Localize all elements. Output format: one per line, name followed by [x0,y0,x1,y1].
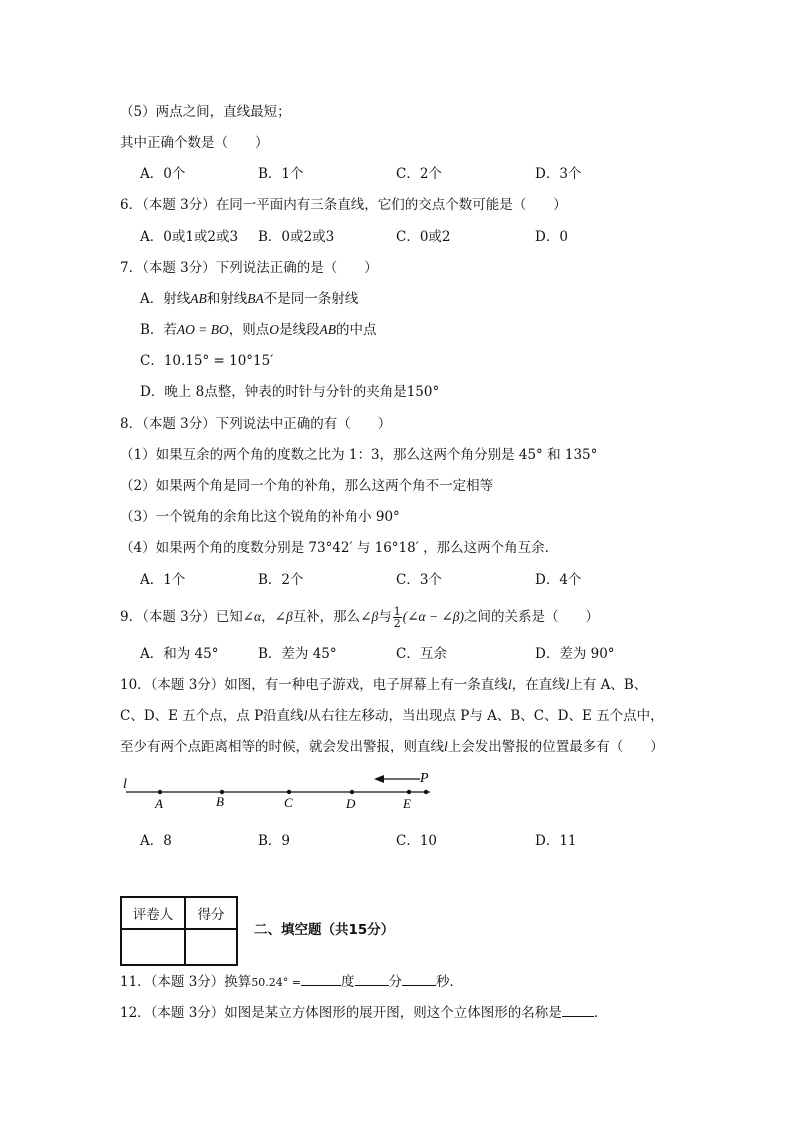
q10-option-c: C．10 [396,833,438,849]
blank-4 [562,1002,594,1017]
q5-option-a: A．0个 [140,166,186,182]
q10-option-b: B．9 [258,833,291,849]
q11-pre: 11．（本题 3分）换算 [120,974,252,990]
q7a-post: 不是同一条射线 [263,291,359,307]
q9-pre: 9．（本题 3分）已知 [120,609,243,625]
q10-l3-post: 上会发出警报的位置最多有（ ） [447,739,664,755]
q11-unit-deg: 度 [341,974,355,990]
q5-option-c: C．2个 [396,166,442,182]
q10-l1-pre: 10．（本题 3分）如图，有一种电子游戏，电子屏幕上有一条直线 [120,677,508,693]
q8-option-a: A．1个 [140,572,186,588]
q10-l2-post: 从右往左移动，当出现点 P与 A、B、C、D、E 五个点中， [307,708,664,724]
q6-option-d: D．0 [535,229,568,245]
point-label-b: B [216,794,224,809]
q10-l3-pre: 至少有两个点距离相等的时候，就会发出警报，则直线 [120,739,444,755]
point-c [287,790,291,794]
q10-l1-l: l [507,677,512,692]
question-10-line-1 [120,676,647,694]
q11-value: 50.24° = [251,976,302,989]
q8-statement-2: （2）如果两个角是同一个角的补角，那么这两个角不一定相等 [120,478,494,494]
q11-unit-min: 分 [388,974,403,990]
q8-statement-3: （3）一个锐角的余角比这个锐角的补角小 90° [120,509,400,525]
q7b-post: 的中点 [336,322,377,338]
question-10-line-3 [120,738,664,756]
point-label-p: P [420,771,429,786]
question-6: 6．（本题 3分）在同一平面内有三条直线，它们的交点个数可能是（ ） [120,197,567,213]
score-table [120,896,238,966]
question-10-line-2 [120,707,664,725]
q6-option-c: C．0或2 [396,229,451,245]
q7b-mid: ，则点 [228,322,270,338]
q9-mid2: 互补，那么 [292,609,361,625]
q7b-pre: B．若 [140,322,177,338]
q8-statement-1: （1）如果互余的两个角的度数之比为 1：3，那么这两个角分别是 45° 和 135° [120,447,598,463]
q7-option-d: D．晚上 8点整，钟表的时针与分针的夹角是150° [140,384,440,400]
point-label-d: D [346,796,356,811]
q10-l1-mid: ，在直线 [511,677,566,693]
q10-figure [118,766,438,812]
score-header: 得分 [185,897,237,929]
q5-option-b: B．1个 [258,166,304,182]
question-9 [120,605,599,629]
q7-option-c: C．10.15° = 10°15′ [140,353,274,369]
q10-l2-l: l [303,708,308,723]
q9-option-d: D．差为 90° [535,646,615,662]
point-label-e: E [403,796,411,811]
q7-option-a [140,290,358,308]
point-d [350,790,354,794]
point-p [424,790,428,794]
q7b-point: O [269,322,280,337]
q12-post: ． [593,1005,608,1021]
arrow-head-icon [374,775,384,783]
blank-3 [402,971,436,986]
q7b-eq: AO = BO [176,322,229,337]
q5-option-d: D．3个 [535,166,582,182]
q10-l2-pre: C、D、E 五个点，点 P沿直线 [120,708,304,724]
question-12 [120,1002,607,1022]
q9-post: 之间的关系是（ ） [464,609,600,625]
q9-frac-num: 1 [393,605,401,618]
q6-option-a: A．0或1或2或3 [140,229,239,245]
point-a [158,790,162,794]
q7-option-b [140,321,377,339]
q9-beta2: ∠β [360,609,379,624]
q10-l1-post: 上有 A、B、 [569,677,648,693]
grader-cell [121,929,185,965]
point-label-a: A [155,796,163,811]
q11-unit-sec: 秒． [436,974,464,990]
q9-mid: ， [261,609,275,625]
q9-beta: ∠β [274,609,293,624]
q7a-mid: 和射线 [206,291,248,307]
q8-statement-4: （4）如果两个角的度数分别是 73°42′ 与 16°18′ ，那么这两个角互余． [120,540,559,556]
question-7: 7．（本题 3分）下列说法正确的是（ ） [120,260,378,276]
q10-option-a: A．8 [140,833,172,849]
point-label-c: C [284,795,293,810]
statement-5: （5）两点之间，直线最短； [120,104,291,120]
q9-alpha: ∠α [242,609,262,624]
q10-l3-l: l [444,739,448,754]
q7a-ray2: BA [247,291,264,306]
q8-option-c: C．3个 [396,572,442,588]
blank-2 [355,971,389,986]
q9-option-a: A．和为 45° [140,646,219,662]
q7a-ray1: AB [190,291,207,306]
question-11 [120,971,463,992]
blank-1 [301,971,341,986]
grader-header: 评卷人 [121,897,185,929]
q7b-mid2: 是线段 [279,322,320,338]
point-e [407,790,411,794]
q10-option-d: D．11 [535,833,577,849]
q8-option-d: D．4个 [535,572,582,588]
q7b-seg: AB [319,322,337,337]
q9-option-c: C．互余 [396,646,447,662]
q9-option-b: B．差为 45° [258,646,337,662]
q9-frac-den: 2 [393,617,401,630]
q7a-pre: A．射线 [140,291,191,307]
q6-option-b: B．0或2或3 [258,229,335,245]
q9-mid3: 与 [378,609,392,625]
q9-expr: (∠α − ∠β) [402,609,465,624]
q8-option-b: B．2个 [258,572,304,588]
q12-text: 12．（本题 3分）如图是某立方体图形的展开图，则这个立体图形的名称是 [120,1005,562,1021]
section-2-title: 二、填空题（共15分） [254,922,395,938]
line-label-l: l [123,777,127,792]
score-cell [185,929,237,965]
question-5-prompt: 其中正确个数是（ ） [120,135,269,151]
question-8: 8．（本题 3分）下列说法中正确的有（ ） [120,416,392,432]
q10-l1-l2: l [565,677,570,692]
q9-fraction [393,606,402,629]
